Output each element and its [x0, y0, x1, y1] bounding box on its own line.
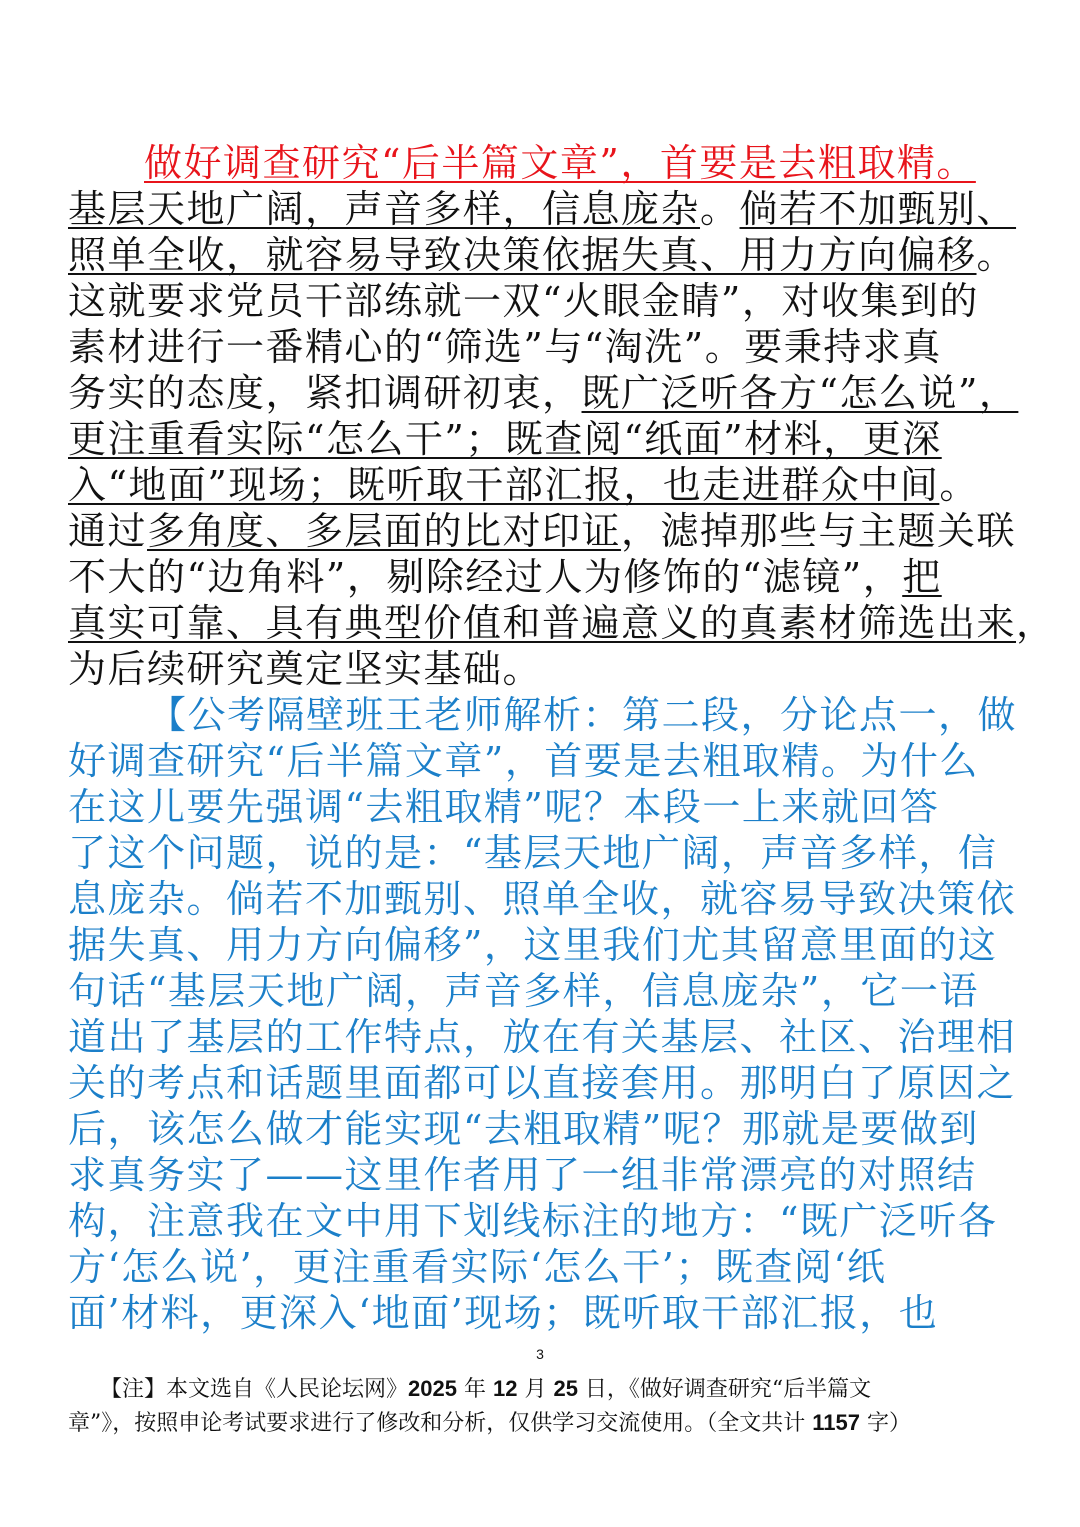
note-text: 月 [517, 1377, 554, 1402]
plain-text: 不大的“边角料”，剔除经过人为修饰的“滤镜”， [68, 555, 903, 599]
body-line-10 [68, 554, 942, 600]
note-text: 日，《做好调查研究“后半篇文 [577, 1377, 872, 1402]
body-line-6 [68, 370, 1018, 416]
punctuation: 。 [939, 463, 979, 507]
underlined-phrase: 真实可靠、具有典型价值和普遍意义的真素材筛选出来 [68, 601, 1017, 645]
analysis-line-14: 面’材料，更深入‘地面’现场；既听取干部汇报，也 [68, 1291, 939, 1335]
underlined-phrase: 入“地面”现场；既听取干部汇报，也走进群众中间 [68, 463, 940, 507]
footer-note-line-2 [68, 1406, 1018, 1441]
note-month: 12 [492, 1376, 518, 1401]
punctuation: ， [1016, 601, 1056, 645]
body-line-2 [68, 186, 1016, 232]
analysis-line-6: 据失真、用力方向偏移”，这里我们尤其留意里面的这 [68, 923, 998, 967]
plain-text: ，滤掉那些与主题关联 [621, 509, 1017, 553]
punctuation: 。 [700, 187, 740, 231]
analysis-line-7: 句话“基层天地广阔，声音多样，信息庞杂”，它一语 [68, 969, 979, 1013]
topic-sentence-text: 做好调查研究“后半篇文章”，首要是去粗取精。 [144, 141, 976, 185]
analysis-line-2: 好调查研究“后半篇文章”，首要是去粗取精。为什么 [68, 739, 979, 783]
plain-text: 通过 [68, 509, 148, 553]
analysis-line-3: 在这儿要先强调“去粗取精”呢？本段一上来就回答 [68, 785, 940, 829]
analysis-line-13: 方‘怎么说’，更注重看实际‘怎么干’；既查阅‘纸 [68, 1245, 887, 1289]
page-number: 3 [536, 1346, 544, 1362]
body-line-12: 为后续研究奠定坚实基础。 [68, 647, 543, 691]
analysis-line-11: 求真务实了——这里作者用了一组非常漂亮的对照结 [68, 1153, 977, 1197]
note-day: 25 [553, 1376, 578, 1401]
note-text: 年 [456, 1377, 493, 1402]
note-text: 字） [859, 1411, 911, 1436]
analysis-line-12: 构，注意我在文中用下划线标注的地方：“既广泛听各 [68, 1199, 998, 1243]
analysis-line-5: 息庞杂。倘若不加甄别、照单全收，就容易导致决策依 [68, 877, 1017, 921]
underlined-phrase: 更注重看实际“怎么干”；既查阅“纸面”材料，更深 [68, 417, 942, 461]
note-text: 【注】本文选自《人民论坛网》 [100, 1377, 409, 1402]
topic-sentence [144, 140, 976, 186]
body-line-7 [68, 416, 942, 462]
body-line-8 [68, 462, 979, 508]
underlined-phrase: 把 [902, 555, 942, 599]
underlined-phrase: 倘若不加甄别、 [739, 187, 1017, 231]
body-line-4: 这就要求党员干部练就一双“火眼金睛”，对收集到的 [68, 279, 979, 323]
underlined-phrase: 基层天地广阔，声音多样，信息庞杂 [68, 187, 701, 231]
punctuation: 。 [976, 233, 1017, 277]
underlined-phrase: 多角度、多层面的比对印证 [147, 509, 622, 553]
analysis-line-4: 了这个问题，说的是：“基层天地广阔，声音多样，信 [68, 831, 998, 875]
analysis-line-9: 关的考点和话题里面都可以直接套用。那明白了原因之 [68, 1061, 1017, 1105]
body-line-9 [68, 508, 1016, 554]
analysis-line-8: 道出了基层的工作特点，放在有关基层、社区、治理相 [68, 1015, 1017, 1059]
body-line-3 [68, 232, 1016, 278]
note-word-count: 1157 [812, 1410, 860, 1435]
body-line-11 [68, 600, 1056, 646]
analysis-line-10: 后，该怎么做才能实现“去粗取精”呢？那就是要做到 [68, 1107, 979, 1151]
underlined-phrase: 照单全收，就容易导致决策依据失真、用力方向偏移 [68, 233, 977, 277]
underlined-phrase: 既广泛听各方“怎么说”， [581, 371, 1019, 415]
analysis-line-1: 【公考隔壁班王老师解析：第二段，分论点一，做 [148, 693, 1018, 737]
note-text: 章”》，按照申论考试要求进行了修改和分析，仅供学习交流使用。（全文共计 [68, 1411, 813, 1436]
plain-text: 务实的态度，紧扣调研初衷， [68, 371, 582, 415]
footer-note-line-1 [100, 1372, 1050, 1407]
body-line-5: 素材进行一番精心的“筛选”与“淘洗”。要秉持求真 [68, 325, 942, 369]
note-year: 2025 [408, 1376, 457, 1401]
